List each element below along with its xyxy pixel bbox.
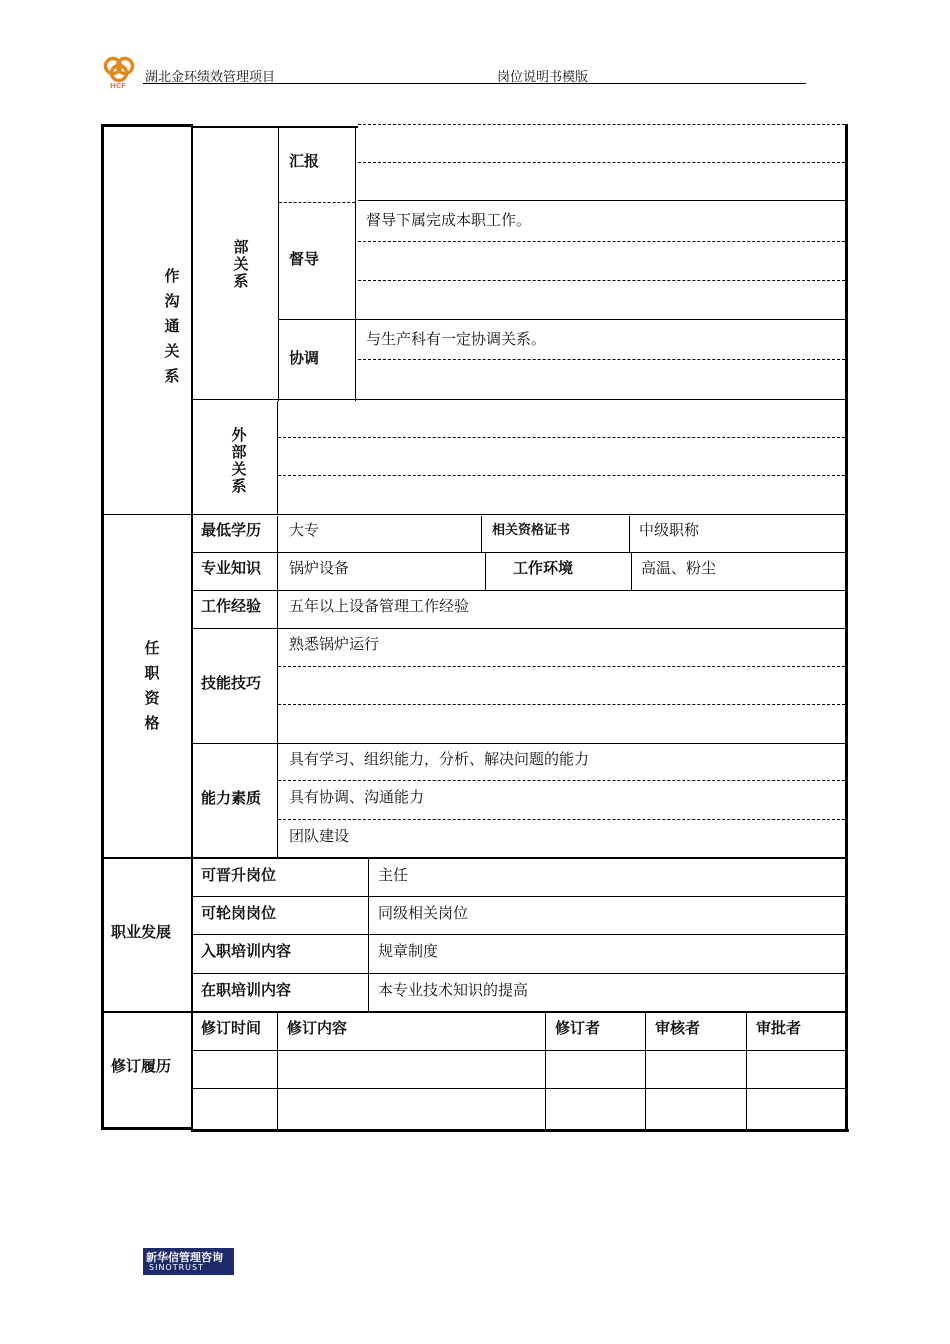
career-value-rotation: 同级相关岗位 (378, 904, 469, 922)
revision-col-reviewer: 审核者 (655, 1019, 701, 1037)
supervise-label: 督导 (289, 250, 320, 268)
footer-logo-en: SINOTRUST (149, 1263, 204, 1272)
document-title: 岗位说明书模版 (497, 70, 589, 85)
certificate-value: 中级职称 (639, 521, 700, 539)
experience-value: 五年以上设备管理工作经验 (289, 597, 470, 615)
career-label-onboarding: 入职培训内容 (201, 942, 292, 960)
career-value-promotion: 主任 (378, 866, 409, 884)
skills-label: 技能技巧 (201, 674, 262, 692)
project-name: 湖北金环绩效管理项目 (145, 70, 276, 85)
internal-relations-label: 部关系 (233, 238, 249, 290)
environment-label: 工作环境 (513, 559, 574, 577)
knowledge-label: 专业知识 (201, 559, 262, 577)
career-value-inservice: 本专业技术知识的提高 (378, 981, 529, 999)
ability-text-2: 具有协调、沟通能力 (289, 788, 425, 806)
header-rule (143, 83, 806, 84)
environment-value: 高温、粉尘 (641, 559, 717, 577)
hcf-logo (100, 54, 140, 90)
education-label: 最低学历 (201, 521, 262, 539)
ability-label: 能力素质 (201, 789, 262, 807)
certificate-label: 相关资格证书 (492, 523, 571, 538)
section-label-communication: 作沟通关系 (164, 267, 180, 385)
ability-text-1: 具有学习、组织能力，分析、解决问题的能力 (289, 750, 590, 768)
knowledge-value: 锅炉设备 (289, 559, 350, 577)
career-label-promotion: 可晋升岗位 (201, 866, 277, 884)
section-label-career: 职业发展 (111, 923, 172, 941)
ability-text-3: 团队建设 (289, 827, 350, 845)
education-value: 大专 (289, 521, 320, 539)
job-description-form (101, 124, 849, 1131)
experience-label: 工作经验 (201, 597, 262, 615)
section-label-qualification: 任职资格 (144, 639, 160, 732)
sinotrust-logo (143, 1248, 234, 1275)
career-label-inservice: 在职培训内容 (201, 981, 292, 999)
revision-col-reviser: 修订者 (555, 1019, 601, 1037)
coordinate-label: 协调 (289, 349, 320, 367)
revision-col-content: 修订内容 (287, 1019, 348, 1037)
svg-text:HCF: HCF (110, 82, 126, 90)
external-relations-label: 外部关系 (231, 426, 247, 495)
coordinate-text: 与生产科有一定协调关系。 (366, 330, 547, 348)
career-value-onboarding: 规章制度 (378, 942, 439, 960)
revision-col-time: 修订时间 (201, 1019, 262, 1037)
section-label-revision: 修订履历 (111, 1057, 172, 1075)
revision-col-approver: 审批者 (756, 1019, 802, 1037)
footer-logo-cn: 新华信管理咨询 (146, 1251, 223, 1264)
skills-text: 熟悉锅炉运行 (289, 635, 380, 653)
career-label-rotation: 可轮岗岗位 (201, 904, 277, 922)
supervise-text: 督导下属完成本职工作。 (366, 211, 532, 229)
report-label: 汇报 (289, 152, 320, 170)
